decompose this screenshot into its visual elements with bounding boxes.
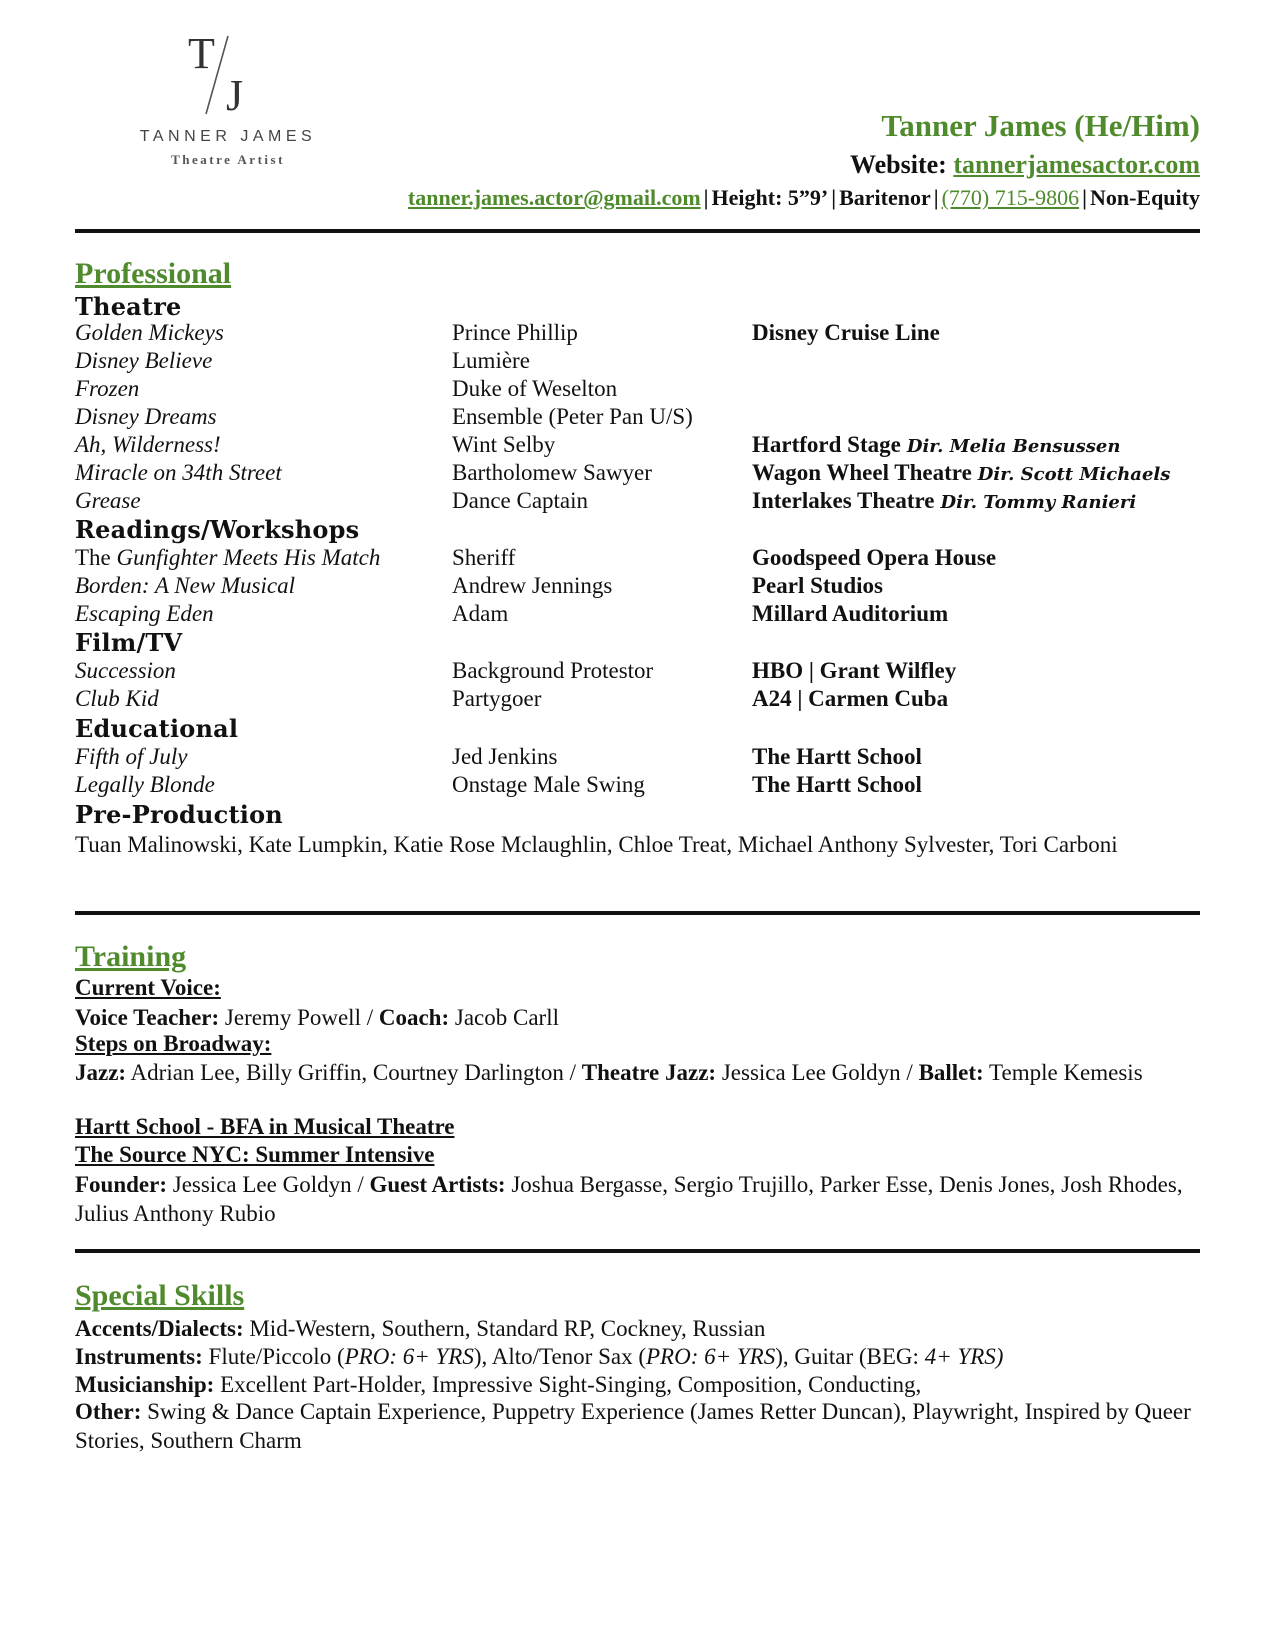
credit-show: Fifth of July — [75, 744, 188, 769]
credit-role: Wint Selby — [452, 432, 556, 457]
credit-row — [0, 744, 1275, 774]
credit-venue: Hartford Stage — [752, 432, 901, 457]
website-line — [850, 150, 1200, 180]
credit-venue: The Hartt School — [752, 772, 922, 797]
logo-name: TANNER JAMES — [139, 128, 317, 145]
credit-venue: Disney Cruise Line — [752, 320, 940, 345]
credit-row — [0, 376, 1275, 406]
email-link[interactable]: tanner.james.actor@gmail.com — [407, 185, 701, 210]
credit-role: Background Protestor — [452, 658, 654, 683]
credit-row — [0, 573, 1275, 603]
divider — [75, 911, 1200, 915]
credit-venue: Interlakes Theatre — [752, 488, 935, 513]
credit-venue: A24 | Carmen Cuba — [752, 686, 949, 711]
credit-venue: Millard Auditorium — [752, 601, 949, 626]
credit-role: Prince Phillip — [452, 320, 578, 345]
credit-show-prefix: The — [75, 545, 117, 570]
current-voice-heading: Current Voice: — [75, 975, 221, 1000]
source-line: Founder: Jessica Lee Goldyn / Guest Artists: Joshua Bergasse, Sergio Trujillo, Parker Esse, Denis Jones, Josh Rhodes, Julius Anthony Rubio — [75, 1172, 1183, 1226]
credit-show: Ah, Wilderness! — [75, 432, 221, 457]
credit-role: Bartholomew Sawyer — [452, 460, 652, 485]
credit-role: Lumière — [452, 348, 530, 373]
credit-role: Dance Captain — [452, 488, 589, 513]
divider — [75, 1249, 1200, 1253]
credit-show: Gunfighter Meets His Match — [116, 545, 381, 570]
credit-show: Club Kid — [75, 686, 159, 711]
accents-line: Accents/Dialects: Mid-Western, Southern, Standard RP, Cockney, Russian — [75, 1316, 766, 1341]
height: Height: 5”9’ — [711, 185, 829, 210]
credit-row — [0, 545, 1275, 575]
credit-show: Miracle on 34th Street — [75, 460, 282, 485]
other-skills-line: Other: Swing & Dance Captain Experience, Puppetry Experience (James Retter Duncan), Playwright, Inspired by Queer Stories, Southern Charm — [75, 1399, 1191, 1453]
credit-show: Borden: A New Musical — [75, 573, 295, 598]
credit-row — [0, 686, 1275, 716]
credit-row — [0, 404, 1275, 434]
instruments-line: Instruments: Flute/Piccolo (PRO: 6+ YRS), Alto/Tenor Sax (PRO: 6+ YRS), Guitar (BEG: 4+ YRS) — [75, 1344, 1004, 1369]
credit-show: Disney Dreams — [75, 404, 217, 429]
logo — [108, 28, 348, 168]
steps-line: Jazz: Adrian Lee, Billy Griffin, Courtney Darlington / Theatre Jazz: Jessica Lee Goldyn / Ballet: Temple Kemesis — [75, 1060, 1143, 1085]
credit-row — [0, 658, 1275, 688]
section-title-training: Training — [75, 940, 187, 973]
source-heading: The Source NYC: Summer Intensive — [75, 1142, 435, 1167]
logo-letter-j: J — [226, 71, 244, 118]
hartt-heading: Hartt School - BFA in Musical Theatre — [75, 1114, 455, 1139]
subsection-film-tv: Film/TV — [75, 628, 183, 657]
logo-monogram-icon — [176, 28, 276, 118]
credit-row — [0, 432, 1275, 462]
subsection-readings: Readings/Workshops — [75, 515, 360, 544]
musicianship-line: Musicianship: Excellent Part-Holder, Impressive Sight-Singing, Composition, Conducting, — [75, 1372, 922, 1397]
credit-venue: The Hartt School — [752, 744, 922, 769]
credit-show: Golden Mickeys — [75, 320, 224, 345]
credit-role: Jed Jenkins — [452, 744, 558, 769]
logo-letter-t: T — [188, 29, 215, 78]
website-label: Website: — [850, 150, 947, 179]
credit-venue: HBO | Grant Wilfley — [752, 658, 957, 683]
credit-venue: Pearl Studios — [752, 573, 883, 598]
steps-heading: Steps on Broadway: — [75, 1031, 272, 1056]
credit-row — [0, 348, 1275, 378]
credit-row — [0, 460, 1275, 490]
actor-name: Tanner James (He/Him) — [881, 108, 1200, 143]
credit-role: Duke of Weselton — [452, 376, 618, 401]
credit-role: Andrew Jennings — [452, 573, 613, 598]
phone-link[interactable]: (770) 715-9806 — [941, 185, 1080, 210]
credit-director: Dir. Tommy Ranieri — [940, 492, 1137, 513]
credit-venue: Goodspeed Opera House — [752, 545, 997, 570]
contact-line: tanner.james.actor@gmail.com | Height: 5”9’ | Baritenor | (770) 715-9806 | Non-Equity — [407, 185, 1200, 210]
credit-role: Adam — [452, 601, 509, 626]
credit-role: Onstage Male Swing — [452, 772, 645, 797]
credit-row — [0, 772, 1275, 802]
subsection-preproduction: Pre-Production — [75, 800, 283, 829]
credit-show: Succession — [75, 658, 176, 683]
credit-show: Legally Blonde — [75, 772, 215, 797]
credit-director: Dir. Scott Michaels — [977, 464, 1171, 485]
logo-subtitle: Theatre Artist — [171, 152, 285, 167]
credit-role: Partygoer — [452, 686, 542, 711]
credit-show: Grease — [75, 488, 141, 513]
credit-row — [0, 488, 1275, 518]
credit-show: Escaping Eden — [75, 601, 214, 626]
subsection-theatre: Theatre — [75, 292, 182, 321]
credit-row — [0, 601, 1275, 631]
divider — [75, 229, 1200, 233]
credit-row — [0, 320, 1275, 350]
credit-show: Disney Believe — [75, 348, 213, 373]
credit-role: Sheriff — [452, 545, 516, 570]
credit-show: Frozen — [75, 376, 140, 401]
credit-venue: Wagon Wheel Theatre — [752, 460, 972, 485]
union-status: Non-Equity — [1089, 185, 1200, 210]
preproduction-list: Tuan Malinowski, Kate Lumpkin, Katie Rose Mclaughlin, Chloe Treat, Michael Anthony Sylvester, Tori Carboni — [75, 832, 1118, 857]
section-title-professional: Professional — [75, 257, 232, 290]
website-link[interactable]: tannerjamesactor.com — [953, 150, 1200, 179]
subsection-educational: Educational — [75, 714, 239, 743]
voice-type: Baritenor — [839, 185, 931, 210]
voice-line: Voice Teacher: Jeremy Powell / Coach: Jacob Carll — [75, 1005, 559, 1030]
credit-director: Dir. Melia Bensussen — [906, 436, 1121, 457]
credit-role: Ensemble (Peter Pan U/S) — [452, 404, 693, 429]
section-title-skills: Special Skills — [75, 1279, 245, 1312]
